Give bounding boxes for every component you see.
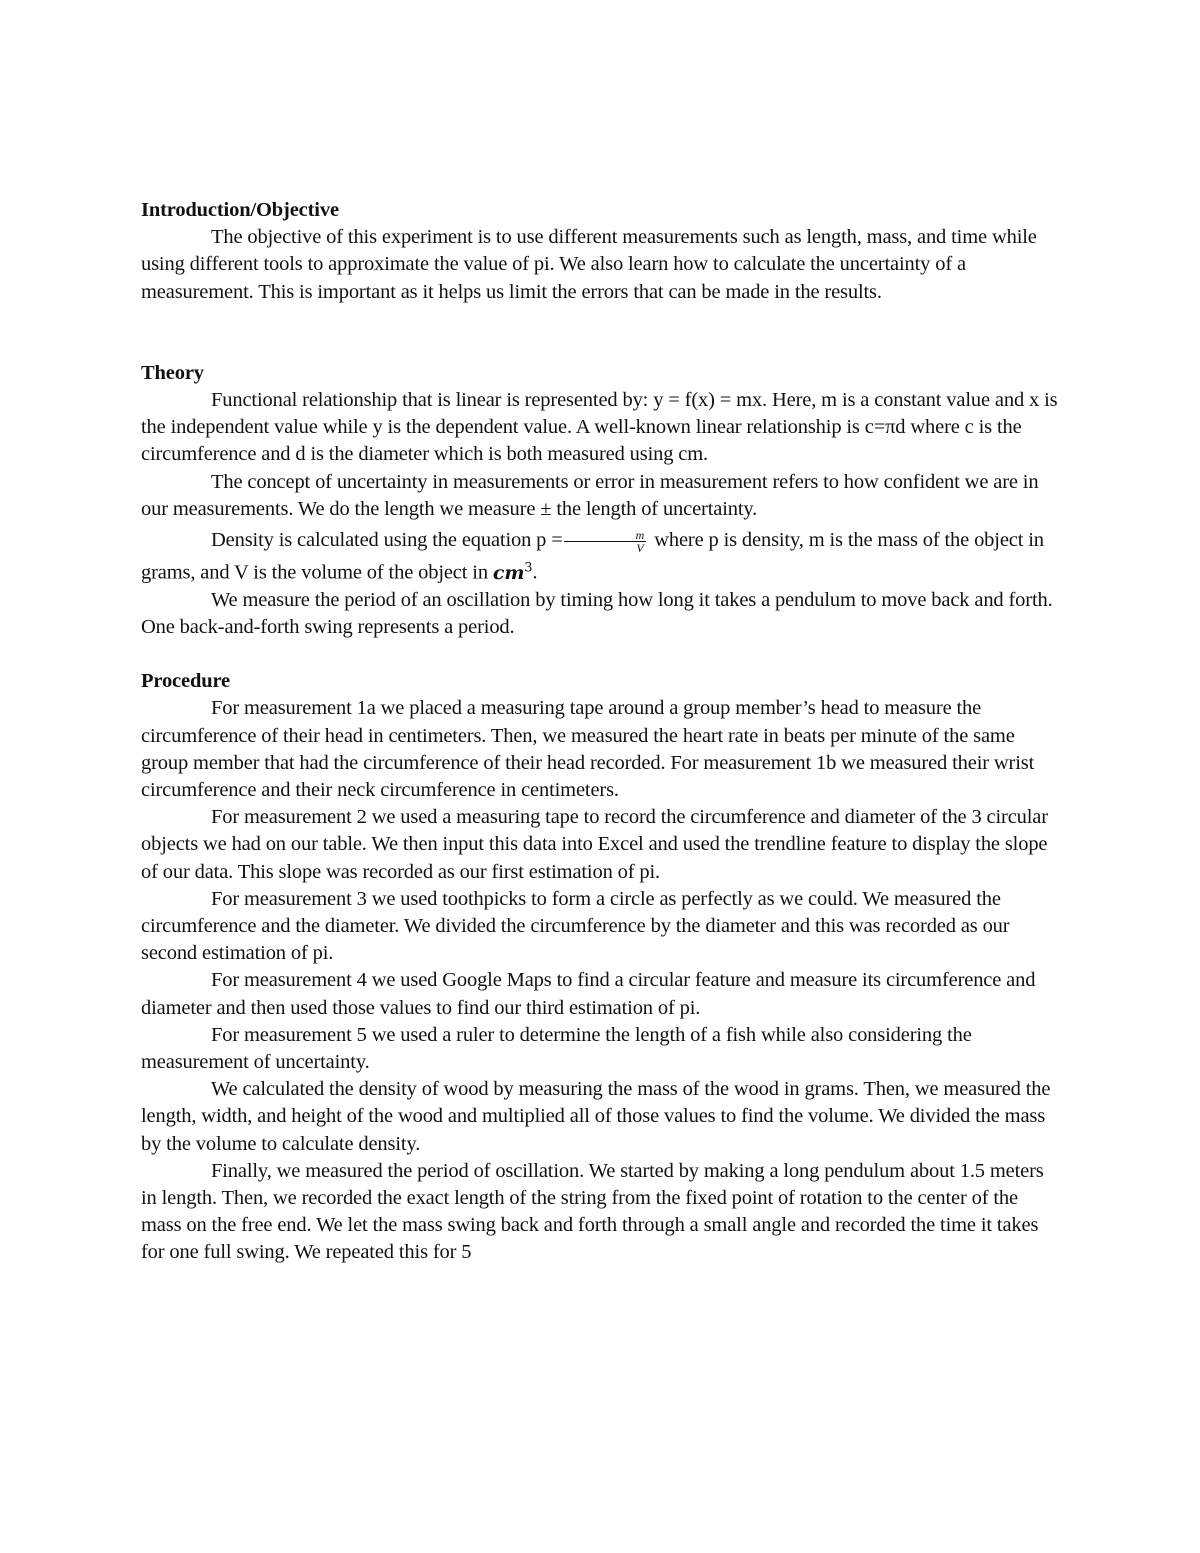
procedure-paragraph: For measurement 5 we used a ruler to determine the length of a fish while also considering the measurement of uncertainty.	[141, 1023, 972, 1074]
section-spacer	[141, 641, 1061, 668]
procedure-paragraph: We calculated the density of wood by measuring the mass of the wood in grams. Then, we measured the length, width, and height of the wood and multiplied all of those values to find the volume. We divided the mass by the volume to calculate density.	[141, 1078, 1051, 1155]
unit-exponent: 3	[524, 560, 533, 576]
density-fraction	[564, 529, 647, 554]
procedure-paragraph: For measurement 4 we used Google Maps to find a circular feature and measure its circumference and diameter and then used those values to find our third estimation of pi.	[141, 969, 1036, 1019]
density-text-after: where p is density, m is the mass of the object in grams, and V is the volume of the object in	[141, 529, 1044, 584]
unit-base: cm	[492, 561, 525, 584]
fraction-numerator: m	[564, 529, 647, 542]
theory-paragraph-uncertainty: The concept of uncertainty in measurements or error in measurement refers to how confident we are in our measurements. We do the length we measure ± the length of uncertainty.	[141, 470, 1039, 520]
intro-paragraph: The objective of this experiment is to use different measurements such as length, mass, and time while using different tools to approximate the value of pi. We also learn how to calculate the uncertainty of a measurement. This is important as it helps us limit the errors that can be made in the results.	[141, 226, 1037, 303]
theory-paragraph-linear: Functional relationship that is linear is represented by: y = f(x) = mx. Here, m is a constant value and x is the independent value while y is the dependent value. A well-known linear relationship is c=πd where c is the circumference and d is the diameter which is both measured using cm.	[141, 389, 1058, 466]
procedure-paragraph: For measurement 1a we placed a measuring tape around a group member’s head to measure the circumference of their head in centimeters. Then, we measured the heart rate in beats per minute of the same group member that had the circumference of their head recorded. For measurement 1b we measured their wrist circumference and their neck circumference in centimeters.	[141, 697, 1035, 801]
procedure-paragraph: For measurement 2 we used a measuring tape to record the circumference and diameter of the 3 circular objects we had on our table. We then input this data into Excel and used the trendline feature to display the slope of our data. This slope was recorded as our first estimation of pi.	[141, 806, 1048, 883]
procedure-paragraph: Finally, we measured the period of oscillation. We started by making a long pendulum about 1.5 meters in length. Then, we recorded the exact length of the string from the fixed point of rotation to the center of the mass on the free end. We let the mass swing back and forth through a small angle and recorded the time it takes for one full swing. We repeated this for 5	[141, 1159, 1044, 1264]
procedure-heading: Procedure	[141, 670, 230, 693]
procedure-paragraph: For measurement 3 we used toothpicks to form a circle as perfectly as we could. We measured the circumference and the diameter. We divided the circumference by the diameter and this was recorded as our second estimation of pi.	[141, 887, 1010, 965]
document-page	[141, 197, 1061, 1267]
density-text-end: .	[532, 561, 538, 584]
fraction-denominator: V	[636, 541, 644, 556]
intro-heading: Introduction/Objective	[141, 199, 339, 221]
theory-heading: Theory	[141, 361, 204, 384]
theory-paragraph-density	[141, 527, 1061, 587]
density-text-before: Density is calculated using the equation p =	[211, 529, 563, 552]
section-spacer	[141, 306, 1061, 360]
volume-unit	[493, 562, 533, 584]
theory-paragraph-oscillation: We measure the period of an oscillation by timing how long it takes a pendulum to move back and forth. One back-and-forth swing represents a period.	[141, 588, 1053, 638]
